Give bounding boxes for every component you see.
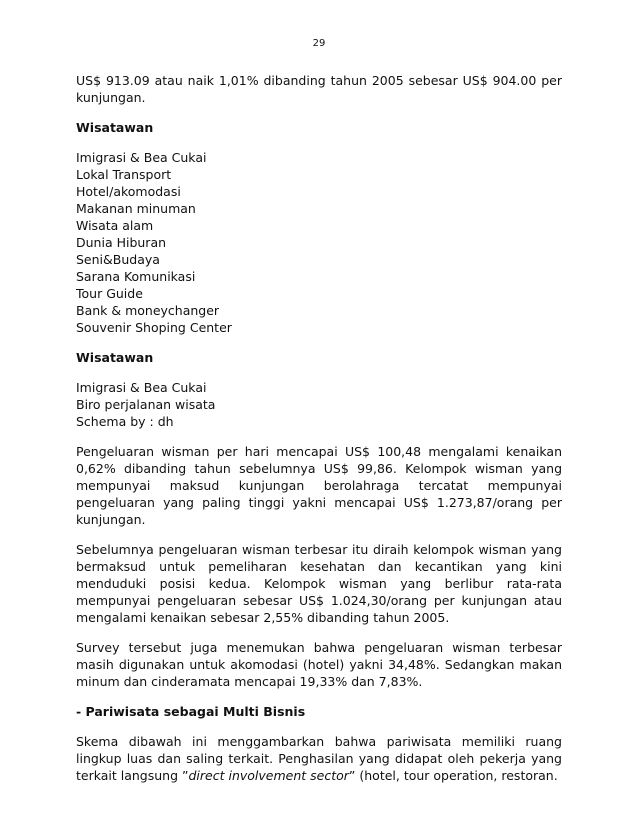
heading-wisatawan-1: Wisatawan <box>76 120 154 135</box>
paragraph-visitor-spending-2005: US$ 913.09 atau naik 1,01% dibanding tahun 2005 sebesar US$ 904.00 per kunjungan. <box>76 73 562 105</box>
list-item: Biro perjalanan wisata <box>76 397 216 412</box>
paragraph-survey-findings: Survey tersebut juga menemukan bahwa pengeluaran wisman terbesar masih digunakan untuk akomodasi (hotel) yakni 34,48%. Sedangkan makan minum dan cinderamata mencapai 19,33% dan 7,83%. <box>76 640 562 689</box>
list-item: Bank & moneychanger <box>76 303 220 318</box>
document-body <box>76 72 562 784</box>
list-item: Hotel/akomodasi <box>76 184 181 199</box>
list-item: Souvenir Shoping Center <box>76 320 232 335</box>
paragraph-previous-spending: Sebelumnya pengeluaran wisman terbesar itu diraih kelompok wisman yang bermaksud untuk pemeliharan kesehatan dan kecantikan yang kini menduduki posisi kedua. Kelompok wisman yang berlibur rata-rata mempunyai pengeluaran sebesar US$ 1.024,30/orang per kunjungan atau mengalami kenaikan sebesar 2,55% dibanding tahun 2005. <box>76 542 562 625</box>
list-item: Seni&Budaya <box>76 252 160 267</box>
list-item: Dunia Hiburan <box>76 235 167 250</box>
service-list-1 <box>76 149 562 336</box>
list-item: Sarana Komunikasi <box>76 269 196 284</box>
list-item: Makanan minuman <box>76 201 196 216</box>
paragraph-daily-spending: Pengeluaran wisman per hari mencapai US$ 100,48 mengalami kenaikan 0,62% dibanding tahun sebelumnya US$ 99,86. Kelompok wisman yang mempunyai maksud kunjungan berolahraga tercatat mempunyai pengeluaran yang paling tinggi yakni mencapai US$ 1.273,87/orang per kunjungan. <box>76 444 562 527</box>
section-heading-multi-bisnis: - Pariwisata sebagai Multi Bisnis <box>76 704 306 719</box>
paragraph-text-end: ” (hotel, tour operation, restoran. <box>348 768 558 783</box>
paragraph-scheme-description <box>76 733 562 784</box>
heading-wisatawan-2: Wisatawan <box>76 350 154 365</box>
list-item: Imigrasi & Bea Cukai <box>76 150 207 165</box>
list-item: Tour Guide <box>76 286 143 301</box>
paragraph-text: Skema dibawah ini menggambarkan bahwa pariwisata memiliki ruang lingkup luas dan saling terkait. Penghasilan yang didapat oleh pekerja yang terkait langsung ” <box>76 734 562 783</box>
list-item: Wisata alam <box>76 218 154 233</box>
list-item: Schema by : dh <box>76 414 174 429</box>
list-item: Lokal Transport <box>76 167 172 182</box>
italic-term: direct involvement sector <box>188 768 349 783</box>
page-number: 29 <box>312 38 326 49</box>
service-list-2 <box>76 379 562 430</box>
list-item: Imigrasi & Bea Cukai <box>76 380 207 395</box>
